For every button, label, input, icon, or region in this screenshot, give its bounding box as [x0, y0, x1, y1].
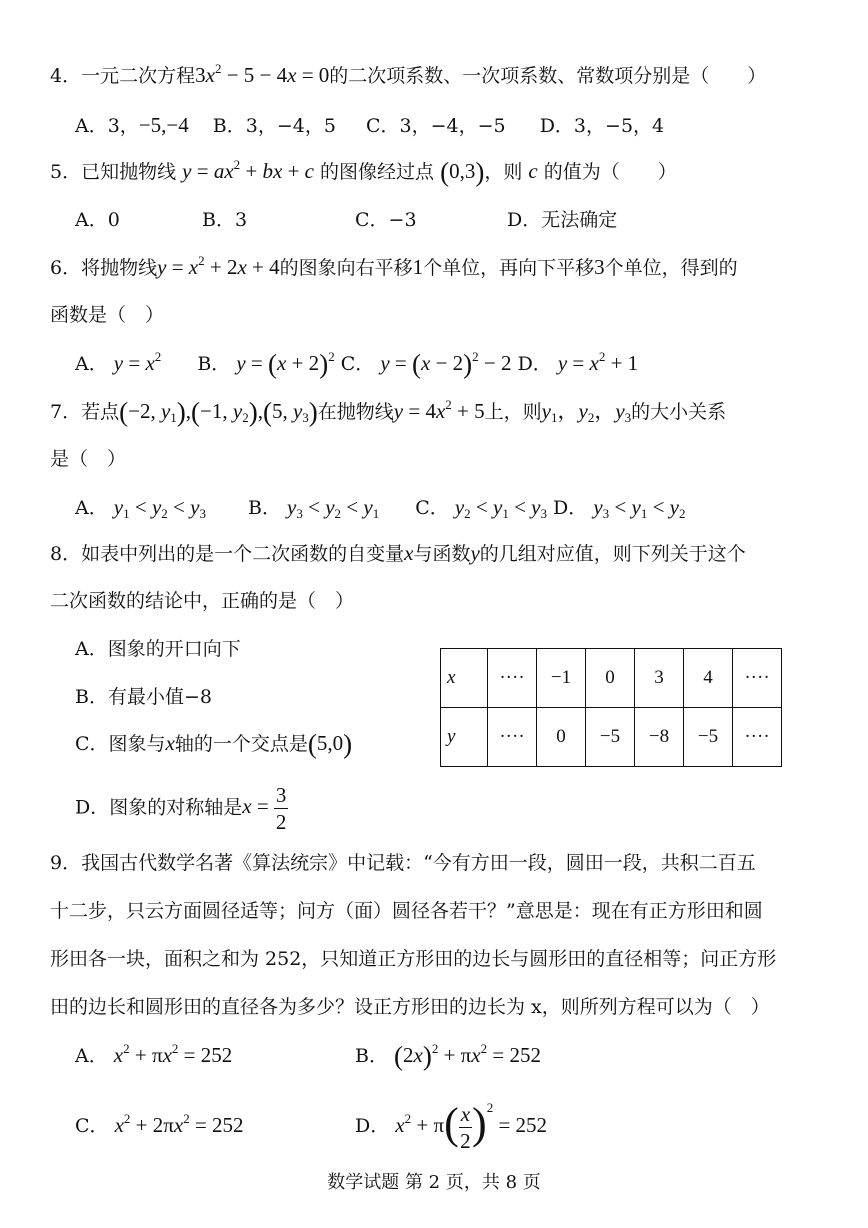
table-cell: 4 [684, 649, 733, 708]
q9-stem-line3: 形田各一块，面积之和为 252，只知道正方形田的边长与圆形田的直径相等；问正方形 [50, 948, 777, 970]
table-cell: 0 [537, 708, 586, 767]
q5-option-d: D．无法确定 [507, 209, 618, 231]
q7-stem-line2: 是（ ） [50, 448, 127, 470]
q5-stem: 5．已知抛物线 $y = ax^2$ + bx + c 的图像经过点 (0,3)，则 c 的值为（ ） [50, 157, 677, 187]
table-cell: ···· [733, 649, 782, 708]
q9-stem-line2: 十二步，只云方面圆径适等；问方（面）圆径各若干？”意思是：现在有正方形田和圆 [50, 900, 763, 922]
q8-option-c: C．图象与x轴的一个交点是(5,0) [75, 729, 353, 759]
q8-stem: 8．如表中列出的是一个二次函数的自变量x与函数y的几组对应值，则下列关于这个 [50, 541, 746, 565]
q8-stem-line2: 二次函数的结论中，正确的是（ ） [50, 590, 355, 612]
q8-option-a: A．图象的开口向下 [75, 638, 241, 660]
page-footer: 数学试题 第 2 页，共 8 页 [327, 1172, 541, 1193]
q4-option-a: A．3，−5,−4 [75, 113, 189, 137]
q4-options [75, 112, 664, 139]
table-cell: 0 [586, 649, 635, 708]
q5-options [75, 207, 618, 233]
q7-stem: 7．若点(−2, $y_1),(-1$, $y_2),(5$, $y_3$)在抛物线$y = 4x^2 + 5$上，则$y_1$，$y_2$，$y_3$的大小关系 [50, 397, 727, 427]
q8-option-d: D．图象的对称轴是x = $\frac{3}{2}$ [75, 783, 287, 834]
table-cell: 3 [635, 649, 684, 708]
q5-option-a: A．0 [75, 209, 120, 231]
q7-option-b: B． $y_3 < y_2 < y_1$ [248, 495, 380, 521]
q4-option-d: D．3，−5，4 [539, 115, 665, 137]
table-row-x [441, 649, 782, 708]
q5-option-b: B．3 [202, 209, 248, 231]
q6-option-b: B． $y = (x + 2)^2$ [197, 349, 335, 379]
q4-option-b: B．3，−4，5 [212, 115, 336, 137]
q7-option-c: C． $y_2 < y_1 < y_3$ [415, 495, 547, 521]
q6-stem: 6．将抛物线$y = x^2 + 2x + 4$的图象向右平移1个单位，再向下平移3个单位，得到的 [50, 253, 738, 279]
q9-option-b: B． $(2x)^2 + \pi x^2 = 252$ [355, 1041, 541, 1071]
q9-option-c: C． $x^2 + 2\pi x^2 = 252$ [75, 1111, 244, 1137]
q5-option-c: C．−3 [355, 209, 417, 231]
q9-option-d: D． $x^2 + \pi$( $\frac{x}{2}$ )$^2$ = 252 [355, 1099, 548, 1153]
table-cell: ···· [488, 649, 537, 708]
table-cell: y [441, 708, 488, 767]
table-cell: x [441, 649, 488, 708]
q6-options [75, 350, 638, 377]
q7-option-d: D． $y_3 < y_1 < y_2$ [553, 495, 686, 521]
q8-option-b: B．有最小值−8 [75, 686, 212, 708]
table-cell: −5 [684, 708, 733, 767]
q6-option-d: D． $y = x^2 + 1$ [517, 349, 639, 375]
q7-options [75, 494, 686, 521]
q9-stem-line1: 9．我国古代数学名著《算法统宗》中记载：“今有方田一段，圆田一段，共积二百五 [50, 852, 756, 874]
q6-option-a: A． $y = x^2$ [75, 349, 162, 375]
q8-value-table [440, 648, 782, 767]
table-cell: −1 [537, 649, 586, 708]
q4-stem: 4．一元二次方程$3x^2 - 5 - 4x = 0$的二次项系数、一次项系数、常数项分别是（ ） [50, 61, 767, 87]
q6-option-c: C． $y = (x - 2)^2 - 2$ [340, 349, 512, 379]
table-cell: −8 [635, 708, 684, 767]
q7-option-a: A． $y_1 < y_2 < y_3$ [75, 495, 206, 521]
q9-option-a: A． $x^2 + \pi x^2 = 252$ [75, 1041, 233, 1067]
table-cell: −5 [586, 708, 635, 767]
table-cell: ···· [733, 708, 782, 767]
table-cell: ···· [488, 708, 537, 767]
table-row-y [441, 708, 782, 767]
q6-stem-line2: 函数是（ ） [50, 304, 165, 326]
q4-option-c: C．3，−4，−5 [366, 115, 506, 137]
q9-stem-line4: 田的边长和圆形田的直径各为多少？设正方形田的边长为 x，则所列方程可以为（ ） [50, 996, 770, 1018]
